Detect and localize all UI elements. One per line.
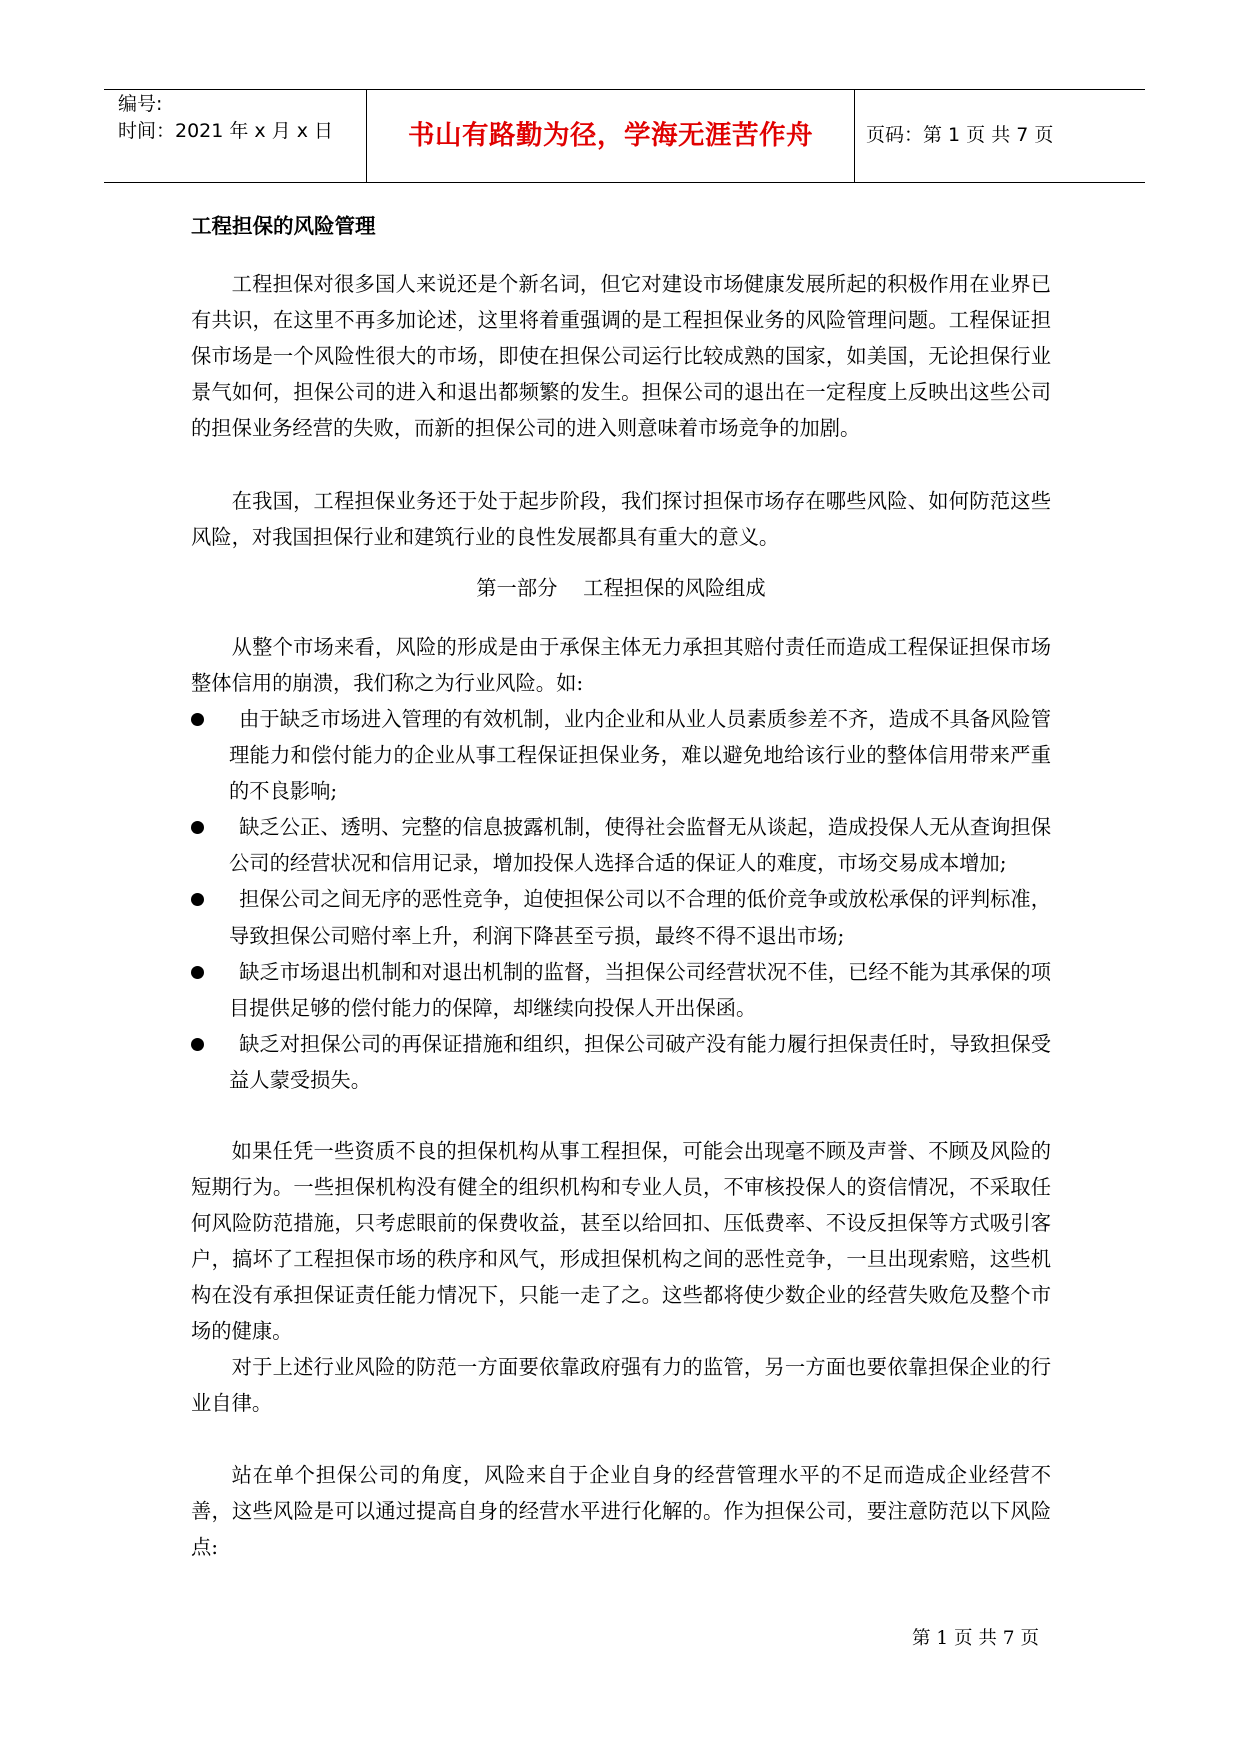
list-item <box>191 954 1051 1026</box>
header-motto: 书山有路勤为径，学海无涯苦作舟 <box>408 120 813 151</box>
section-heading: 第一部分 工程担保的风险组成 <box>476 576 766 600</box>
bullet-icon <box>191 821 204 834</box>
body-paragraph: 如果任凭一些资质不良的担保机构从事工程担保，可能会出现毫不顾及声誉、不顾及风险的短期行为。一些担保机构没有健全的组织机构和专业人员，不审核投保人的资信情况，不采取任何风险防范措施，只考虑眼前的保费收益，甚至以给回扣、压低费率、不设反担保等方式吸引客户，搞坏了工程担保市场的秩序和风气，形成担保机构之间的恶性竞争，一旦出现索赔，这些机构在没有承担保证责任能力情况下，只能一走了之。这些都将使少数企业的经营失败危及整个市场的健康。 <box>191 1139 1051 1344</box>
risk-bullet-list <box>191 701 1051 1098</box>
list-item-text: 由于缺乏市场进入管理的有效机制，业内企业和从业人员素质参差不齐，造成不具备风险管理能力和偿付能力的企业从事工程保证担保业务，难以避免地给该行业的整体信用带来严重的不良影响; <box>229 707 1051 804</box>
list-item-text: 缺乏对担保公司的再保证措施和组织，担保公司破产没有能力履行担保责任时，导致担保受益人蒙受损失。 <box>229 1031 1051 1092</box>
header-page-cell <box>855 90 1145 182</box>
page-footer: 第 1 页 共 7 页 <box>912 1628 1039 1649</box>
list-item-text: 缺乏市场退出机制和对退出机制的监督，当担保公司经营状况不佳，已经不能为其承保的项目提供足够的偿付能力的保障，却继续向投保人开出保函。 <box>229 959 1051 1020</box>
page-header <box>104 89 1145 183</box>
document-time-label: 时间：2021 年 x 月 x 日 <box>118 120 334 142</box>
body-paragraph: 对于上述行业风险的防范一方面要依靠政府强有力的监管，另一方面也要依靠担保企业的行业自律。 <box>191 1355 1051 1416</box>
company-risk-paragraph: 站在单个担保公司的角度，风险来自于企业自身的经营管理水平的不足而造成企业经营不善，这些风险是可以通过提高自身的经营水平进行化解的。作为担保公司，要注意防范以下风险点: <box>191 1463 1051 1560</box>
list-item <box>191 701 1051 809</box>
bullet-icon <box>191 893 204 906</box>
list-item <box>191 881 1051 953</box>
intro-paragraph: 在我国，工程担保业务还于处于起步阶段，我们探讨担保市场存在哪些风险、如何防范这些风险，对我国担保行业和建筑行业的良性发展都具有重大的意义。 <box>191 489 1051 550</box>
header-meta-cell <box>104 90 367 182</box>
document-number-label: 编号: <box>118 93 163 115</box>
list-item-text: 担保公司之间无序的恶性竞争，迫使担保公司以不合理的低价竞争或放松承保的评判标准，导致担保公司赔付率上升，利润下降甚至亏损，最终不得不退出市场; <box>229 887 1051 948</box>
list-item-text: 缺乏公正、透明、完整的信息披露机制，使得社会监督无从谈起，造成投保人无从查询担保公司的经营状况和信用记录，增加投保人选择合适的保证人的难度，市场交易成本增加; <box>229 815 1051 876</box>
bullet-icon <box>191 713 204 726</box>
intro-paragraph: 工程担保对很多国人来说还是个新名词，但它对建设市场健康发展所起的积极作用在业界已有共识，在这里不再多加论述，这里将着重强调的是工程担保业务的风险管理问题。工程保证担保市场是一个风险性很大的市场，即使在担保公司运行比较成熟的国家，如美国，无论担保行业景气如何，担保公司的进入和退出都频繁的发生。担保公司的退出在一定程度上反映出这些公司的担保业务经营的失败，而新的担保公司的进入则意味着市场竞争的加剧。 <box>191 272 1051 441</box>
header-page-number: 页码：第 1 页 共 7 页 <box>866 124 1054 146</box>
list-item <box>191 1026 1051 1098</box>
industry-risk-paragraph: 从整个市场来看，风险的形成是由于承保主体无力承担其赔付责任而造成工程保证担保市场整体信用的崩溃，我们称之为行业风险。如: <box>191 635 1051 696</box>
header-motto-cell <box>367 90 855 182</box>
document-title: 工程担保的风险管理 <box>191 214 376 238</box>
list-item <box>191 809 1051 881</box>
bullet-icon <box>191 966 204 979</box>
bullet-icon <box>191 1038 204 1051</box>
